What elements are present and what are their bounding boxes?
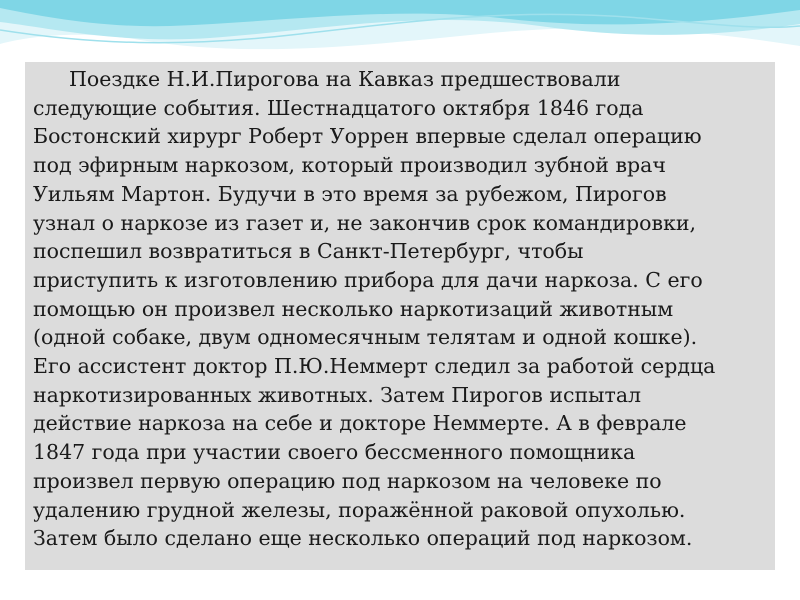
text-box (25, 62, 775, 570)
body-text: Поездке Н.И.Пирогова на Кавказ предшествовали следующие события. Шестнадцатого октября 1846 года Бостонский хирург Роберт Уоррен впервые сделал операцию под эфирным наркозом, который производил зубной врач Уильям Мартон. Будучи в это время за рубежом, Пирогов узнал о наркозе из газет и, не закончив срок командировки, поспешил возвратиться в Санкт-Петербург, чтобы приступить к изготовлению прибора для дачи наркоза. С его помощью он произвел несколько наркотизаций животным (одной собаке, двум одномесячным телятам и одной кошке). Его ассистент доктор П.Ю.Неммерт следил за работой сердца наркотизированных животных. Затем Пирогов испытал действие наркоза на себе и докторе Неммерте. А в феврале 1847 года при участии своего бессменного помощника произвел первую операцию под наркозом на человеке по удалению грудной железы, поражённой раковой опухолью. Затем было сделано еще несколько операций под наркозом. (33, 67, 716, 551)
decorative-wave (0, 0, 800, 70)
